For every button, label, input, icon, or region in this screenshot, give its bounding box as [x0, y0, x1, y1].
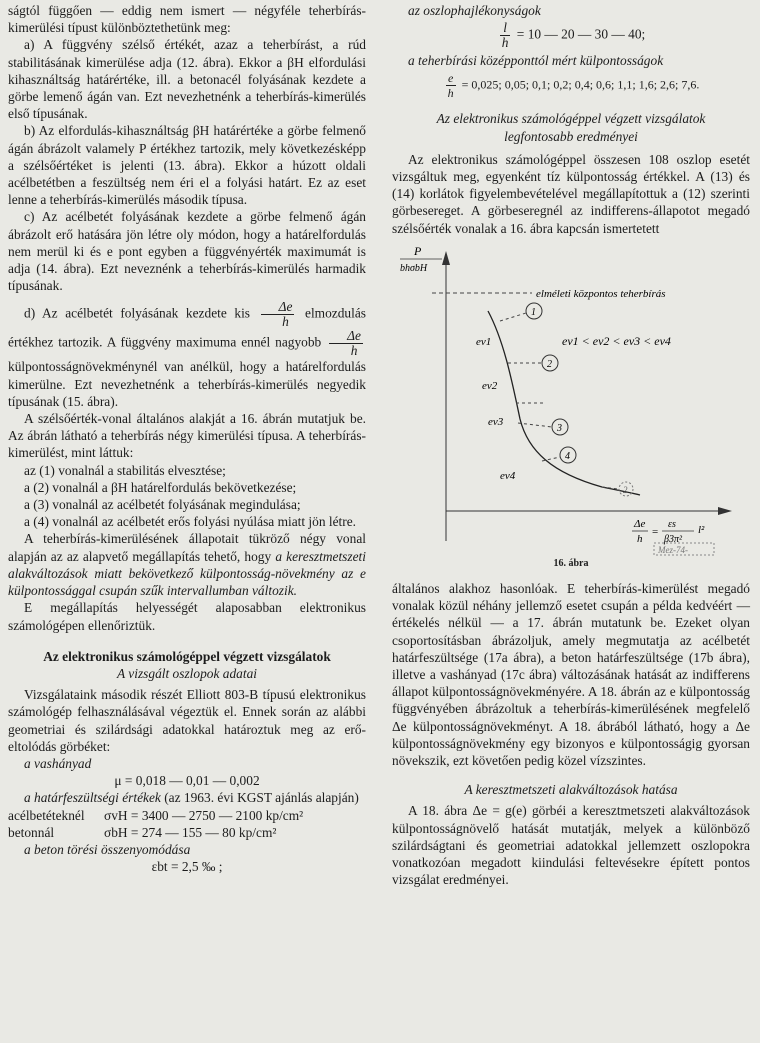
paragraph-type-d-part3: külpontosságnövekménynél van anélkül, hogy a határelfordulás kimerülne. Ezt nevezhetnénk a teherbírás-kimerülés negyedik típusának (15. ábra).	[8, 359, 366, 409]
list-line-2: a (2) vonalnál a βH határelfordulás bekövetkezése;	[24, 479, 297, 495]
label-ev3: ev3	[488, 415, 504, 428]
figure-16	[392, 241, 750, 559]
results-heading-1: Az elektronikus számológéppel végzett vizsgálatok	[436, 111, 706, 127]
marker-3: 3	[557, 422, 562, 434]
x-label-tail: l²	[698, 523, 705, 536]
paragraph-type-a: a) A függvény szélső értékét, azaz a teherbírást, a rúd stabilitásának kimerülése adja (12. ábra). Ekkor a βH elfordulási kihasználtság határértéke, ill. a betonacél folyásának kezdete a görbe lemenő ágán van. Ezt nevezhetnénk a teherbírás-kimerülés első típusának.	[8, 37, 366, 122]
paragraph-deformation: A 18. ábra Δe = g(e) görbéi a keresztmetszeti alakváltozások külpontosságnövelő hatását mutatják, melyek a különböző szilárdságtani és geometriai adatokkal jellemzett oszlopokra vonatkozóan megadott kiindulási feltevésekre épített pontos vizsgálat eredményei.	[392, 803, 750, 888]
x-label-den2: β3π²	[664, 533, 682, 545]
marker-2: 2	[547, 358, 552, 370]
equation-eh: $\frac{e}{h}$ = 0,025; 0,05; 0,1; 0,2; 0,4; 0,6; 1,1; 1,6; 2,6; 7,6.	[447, 71, 700, 101]
paragraph-figure17: általános alakhoz hasonlóak. E teherbírás-kimerülést megadó vonalak közül néhány jellemző esetet csupán a példa kedvéért — értékelés nélkül — a 17. ábrán mutatunk be. Ezeket olyan csoportosításban ábrázoljuk, amely megmutatja az acélbetét határfeszültsége (17a ábra), a beton határfeszültsége (17b ábra), illetve a vashányad (17c ábra) változásának hatását az indifferens állapot külpontosságnövekményére. A 18. ábrán az e külpontosság függvényében ábrázoltuk a teherbírás-kimerülésének megfelelő Δe külpontosságnövekményt. A 18. ábrából látható, hogy a Δe külpontosságnövekmény egy bizonyos e külpontosságig gyorsan növekszik, ezt követően pedig közel vízszintes.	[392, 581, 750, 769]
label-ev1: ev1	[476, 335, 492, 348]
stamp-text: Mez-74-	[658, 544, 688, 555]
figure-caption: 16. ábra	[553, 557, 589, 569]
delta-e-fraction-2: $\frac{\Delta e}{h}$	[329, 329, 363, 358]
label-vashanyad: a vashányad	[24, 755, 92, 771]
paragraph-results: Az elektronikus számológéppel összesen 108 oszlop esetét vizsgáltuk meg, egyenként tíz külpontosság értékkel. A (13) és (14) korlátok figyelembevételével megállapítottuk a (12) szerinti görbesereget. A görbeseregnél az indifferens-állapotot megadó szélsőérték vonalak a 16. ábra kapcsán ismertetett	[392, 151, 750, 236]
label-hatarfeszultseg: a határfeszültségi értékek (az 1963. évi KGST ajánlás alapján)	[24, 790, 359, 806]
section-heading: Az elektronikus számológéppel végzett vizsgálatok	[43, 648, 331, 664]
paragraph-type-c: c) Az acélbetét folyásának kezdete a görbe felmenő ágán ábrázolt erő hatására jön létre oly módon, hogy a határelfordulás nem merül ki és e pont egyben a függvényérték maximumát is adja (14. ábra). Ezt neveznénk a teherbírás-kimerülés harmadik típusának.	[8, 209, 366, 294]
list-line-1: az (1) vonalnál a stabilitás elvesztése;	[24, 462, 226, 478]
row-acelbetet: acélbetéteknél σvH = 3400 — 2750 — 2100 kp/cm²	[8, 807, 304, 823]
left-column	[8, 2, 366, 875]
y-axis-arrow	[442, 251, 450, 265]
x-label-eq: =	[652, 525, 659, 538]
marker-4: 4	[565, 450, 570, 462]
y-label-num: P	[414, 243, 422, 258]
equation-lh: $\frac{l}{h}$ = 10 — 20 — 30 — 40;	[501, 20, 646, 51]
marker-2b: 2	[623, 484, 628, 495]
x-label-den: h	[637, 532, 643, 545]
equation-mu: μ = 0,018 — 0,01 — 0,002	[114, 773, 260, 789]
paragraph-type-d-part2: elmozdulás értékhez tartozik. A függvény maximuma ennél nagyobb	[8, 306, 366, 351]
label-kulpontossag: a teherbírási középponttól mért külpontosságok	[408, 53, 664, 69]
paragraph-conclusion	[8, 530, 366, 599]
marker-1: 1	[531, 306, 536, 318]
inequality-label: ev1 < ev2 < ev3 < ev4	[562, 333, 671, 348]
label-ev2: ev2	[482, 379, 498, 392]
label-hajlekonysag: az oszlophajlékonyságok	[408, 3, 541, 18]
paragraph-type-d-part1: d) Az acélbetét folyásának kezdete kis	[24, 306, 251, 322]
paragraph-computer: Vizsgálataink második részét Elliott 803-B típusú elektronikus számológép felhasználásával végeztük el. Ennek során az alábbi geometriai és szilárdsági adatokkal határoztuk meg az erő-eltolódás görbéket:	[8, 687, 366, 754]
list-line-3: a (3) vonalnál az acélbetét folyásának megindulása;	[24, 497, 301, 513]
conclusion-italic: a keresztmetszeti alakváltozások miatt bekövetkező külpontosság-növekmény az e külpontossággal csupán szűk intervallumban változik.	[8, 548, 366, 599]
delta-e-fraction: $\frac{\Delta e}{h}$	[261, 300, 295, 329]
x-label-num2: εs	[668, 518, 676, 530]
label-ev4: ev4	[500, 469, 516, 482]
right-column	[392, 2, 750, 888]
paragraph-verify: E megállapítás helyességét alaposabban elektronikus számológépen ellenőriztük.	[8, 600, 366, 633]
conclusion-text: A teherbírás-kimerülésének állapotait tükröző négy vonal alapján az az alapvető megállapítás tehető, hogy	[8, 531, 366, 564]
x-axis-arrow	[718, 507, 732, 515]
x-label-num: Δe	[634, 517, 646, 530]
list-line-4: a (4) vonalnál az acélbetét erős folyási nyúlása miatt jön létre.	[24, 514, 357, 530]
paragraph-figure-ref: A szélsőérték-vonal általános alakját a 16. ábrán mutatjuk be. Az ábrán látható a teherbírás négy kimerülési típusa. A teherbírás-kimerülést, mint láttuk:	[8, 411, 366, 461]
label-toresi: a beton törési összenyomódása	[24, 841, 191, 857]
equation-eps: εbt = 2,5 ‰ ;	[151, 859, 223, 875]
paragraph-intro: ságtól függően — eddig nem ismert — négyféle teherbírás-kimerülési típust különböztethetünk meg:	[8, 3, 366, 36]
paragraph-type-b: b) Az elfordulás-kihasználtság βH határértéke a görbe felmenő ágán ábrázolt valamely P értékhez tartozik, mely következésképp a szélsőértéket is jelenti (13. ábra). Ekkor a húzott oldali acélbetétben a feszültség nem éri el a folyási határt. Ez az eset lenne a teherbírás-kimerülés második típusa.	[8, 123, 366, 208]
paragraph-type-d	[8, 300, 366, 410]
results-heading-2: legfontosabb eredményei	[504, 128, 638, 144]
section-heading-deformation: A keresztmetszeti alakváltozások hatása	[464, 782, 678, 798]
y-label-den: bhσbH	[400, 262, 428, 274]
reference-label: elméleti központos teherbírás	[536, 287, 666, 300]
row-beton: betonnál σbH = 274 — 155 — 80 kp/cm²	[8, 824, 277, 840]
figure-svg	[392, 241, 750, 559]
subsection-heading: A vizsgált oszlopok adatai	[117, 665, 257, 681]
